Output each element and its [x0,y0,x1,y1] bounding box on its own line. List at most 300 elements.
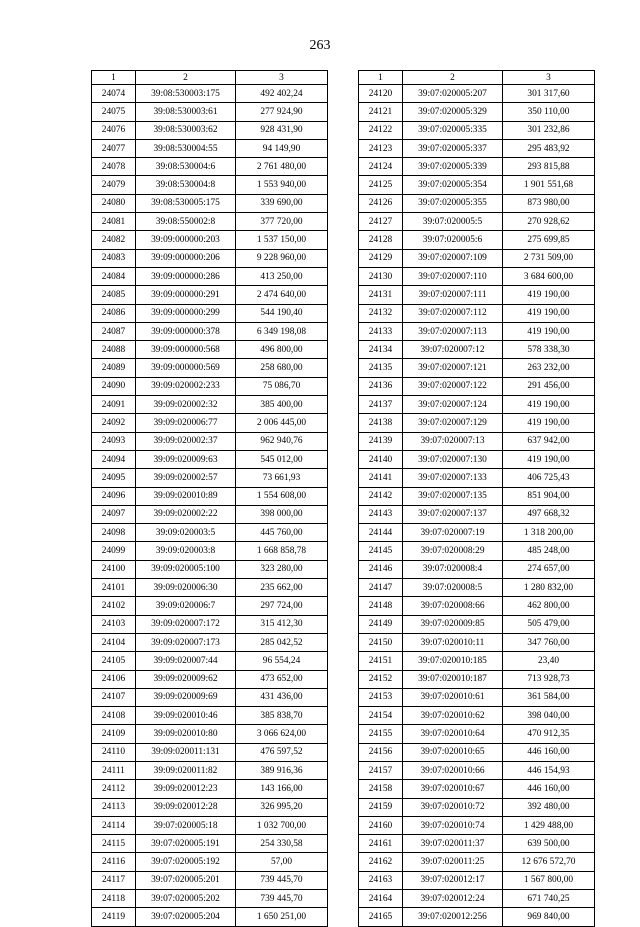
table-row [359,213,595,231]
table-row [92,761,328,779]
cadastral-number-cell: 39:07:020012:24 [403,890,503,908]
value-cell: 476 597,52 [236,743,328,761]
table-row [92,505,328,523]
table-row [92,798,328,816]
table-row [359,286,595,304]
value-cell: 713 928,73 [503,670,595,688]
table-row [92,267,328,285]
cadastral-number-cell: 39:07:020005:207 [403,85,503,103]
value-cell: 392 480,00 [503,798,595,816]
table-row [92,652,328,670]
cadastral-number-cell: 39:09:020012:23 [136,780,236,798]
cadastral-number-cell: 39:09:020006:77 [136,414,236,432]
row-number-cell: 24076 [92,121,136,139]
value-cell: 419 190,00 [503,450,595,468]
cadastral-number-cell: 39:09:020009:69 [136,688,236,706]
row-number-cell: 24092 [92,414,136,432]
column-header-3: 3 [236,71,328,85]
table-row [359,816,595,834]
value-cell: 258 680,00 [236,359,328,377]
table-row [92,139,328,157]
table-row [92,725,328,743]
value-cell: 57,00 [236,853,328,871]
row-number-cell: 24084 [92,267,136,285]
table-row [359,487,595,505]
cadastral-number-cell: 39:07:020007:124 [403,396,503,414]
cadastral-number-cell: 39:07:020007:137 [403,505,503,523]
value-cell: 270 928,62 [503,213,595,231]
table-row [92,743,328,761]
cadastral-number-cell: 39:07:020005:337 [403,139,503,157]
value-cell: 3 684 600,00 [503,267,595,285]
cadastral-number-cell: 39:07:020005:204 [136,908,236,926]
value-cell: 6 349 198,08 [236,322,328,340]
table-row [92,908,328,926]
cadastral-number-cell: 39:07:020005:201 [136,871,236,889]
cadastral-number-cell: 39:07:020010:61 [403,688,503,706]
cadastral-number-cell: 39:08:530003:62 [136,121,236,139]
table-row [359,377,595,395]
cadastral-number-cell: 39:09:020002:32 [136,396,236,414]
row-number-cell: 24157 [359,761,403,779]
cadastral-number-cell: 39:07:020007:122 [403,377,503,395]
row-number-cell: 24085 [92,286,136,304]
value-cell: 578 338,30 [503,341,595,359]
row-number-cell: 24104 [92,633,136,651]
cadastral-number-cell: 39:09:020002:37 [136,432,236,450]
row-number-cell: 24137 [359,396,403,414]
row-number-cell: 24154 [359,707,403,725]
cadastral-number-cell: 39:08:530003:61 [136,103,236,121]
cadastral-number-cell: 39:09:020002:22 [136,505,236,523]
value-cell: 2 006 445,00 [236,414,328,432]
cadastral-number-cell: 39:09:000000:286 [136,267,236,285]
table-row [92,121,328,139]
value-cell: 1 650 251,00 [236,908,328,926]
value-cell: 73 661,93 [236,469,328,487]
table-row [92,579,328,597]
value-cell: 12 676 572,70 [503,853,595,871]
column-header-2: 2 [403,71,503,85]
table-row [92,524,328,542]
row-number-cell: 24135 [359,359,403,377]
cadastral-number-cell: 39:09:020010:46 [136,707,236,725]
cadastral-number-cell: 39:07:020012:17 [403,871,503,889]
table-row [92,414,328,432]
table-row [359,414,595,432]
row-number-cell: 24099 [92,542,136,560]
row-number-cell: 24152 [359,670,403,688]
table-row [92,707,328,725]
cadastral-number-cell: 39:09:000000:203 [136,231,236,249]
row-number-cell: 24093 [92,432,136,450]
row-number-cell: 24108 [92,707,136,725]
table-row [359,231,595,249]
row-number-cell: 24132 [359,304,403,322]
table-row [359,194,595,212]
table-row [359,579,595,597]
cadastral-number-cell: 39:07:020007:129 [403,414,503,432]
value-cell: 1 318 200,00 [503,524,595,542]
cadastral-number-cell: 39:09:000000:291 [136,286,236,304]
value-cell: 445 760,00 [236,524,328,542]
row-number-cell: 24105 [92,652,136,670]
cadastral-number-cell: 39:07:020008:29 [403,542,503,560]
cadastral-number-cell: 39:07:020010:185 [403,652,503,670]
value-cell: 291 456,00 [503,377,595,395]
table-row [359,670,595,688]
value-cell: 873 980,00 [503,194,595,212]
cadastral-number-cell: 39:08:530004:55 [136,139,236,157]
row-number-cell: 24163 [359,871,403,889]
row-number-cell: 24123 [359,139,403,157]
table-row [359,725,595,743]
value-cell: 485 248,00 [503,542,595,560]
row-number-cell: 24113 [92,798,136,816]
table-row [92,377,328,395]
table-row [92,304,328,322]
value-cell: 505 479,00 [503,615,595,633]
table-row [359,176,595,194]
table-row [92,103,328,121]
value-cell: 1 280 832,00 [503,579,595,597]
row-number-cell: 24156 [359,743,403,761]
cadastral-table-right [358,70,595,927]
cadastral-number-cell: 39:09:000000:569 [136,359,236,377]
value-cell: 545 012,00 [236,450,328,468]
row-number-cell: 24077 [92,139,136,157]
row-number-cell: 24124 [359,158,403,176]
value-cell: 419 190,00 [503,304,595,322]
table-row [92,249,328,267]
row-number-cell: 24120 [359,85,403,103]
value-cell: 301 232,86 [503,121,595,139]
table-row [92,597,328,615]
row-number-cell: 24106 [92,670,136,688]
row-number-cell: 24100 [92,560,136,578]
row-number-cell: 24114 [92,816,136,834]
value-cell: 739 445,70 [236,890,328,908]
cadastral-number-cell: 39:07:020012:256 [403,908,503,926]
cadastral-number-cell: 39:07:020008:66 [403,597,503,615]
table-row [359,267,595,285]
table-row [359,524,595,542]
row-number-cell: 24134 [359,341,403,359]
table-row [92,633,328,651]
row-number-cell: 24086 [92,304,136,322]
cadastral-number-cell: 39:09:020011:131 [136,743,236,761]
value-cell: 398 000,00 [236,505,328,523]
cadastral-number-cell: 39:07:020007:113 [403,322,503,340]
row-number-cell: 24129 [359,249,403,267]
row-number-cell: 24079 [92,176,136,194]
table-row [359,304,595,322]
cadastral-number-cell: 39:07:020010:66 [403,761,503,779]
value-cell: 295 483,92 [503,139,595,157]
cadastral-number-cell: 39:07:020009:85 [403,615,503,633]
cadastral-number-cell: 39:07:020005:5 [403,213,503,231]
cadastral-number-cell: 39:08:530005:175 [136,194,236,212]
value-cell: 3 066 624,00 [236,725,328,743]
table-row [359,103,595,121]
table-row [92,542,328,560]
row-number-cell: 24125 [359,176,403,194]
value-cell: 1 901 551,68 [503,176,595,194]
row-number-cell: 24115 [92,835,136,853]
row-number-cell: 24090 [92,377,136,395]
table-row [359,450,595,468]
row-number-cell: 24145 [359,542,403,560]
cadastral-number-cell: 39:09:000000:206 [136,249,236,267]
value-cell: 739 445,70 [236,871,328,889]
value-cell: 851 904,00 [503,487,595,505]
table-row [359,560,595,578]
row-number-cell: 24117 [92,871,136,889]
value-cell: 398 040,00 [503,707,595,725]
value-cell: 446 154,93 [503,761,595,779]
value-cell: 497 668,32 [503,505,595,523]
cadastral-number-cell: 39:07:020007:13 [403,432,503,450]
cadastral-number-cell: 39:07:020005:335 [403,121,503,139]
cadastral-number-cell: 39:09:020003:5 [136,524,236,542]
row-number-cell: 24087 [92,322,136,340]
table-row [359,432,595,450]
value-cell: 639 500,00 [503,835,595,853]
table-row [359,597,595,615]
table-row [359,139,595,157]
table-row [92,835,328,853]
value-cell: 385 838,70 [236,707,328,725]
cadastral-number-cell: 39:09:020007:172 [136,615,236,633]
value-cell: 23,40 [503,652,595,670]
table-row [359,542,595,560]
value-cell: 274 657,00 [503,560,595,578]
table-header-row [359,71,595,85]
table-row [359,707,595,725]
row-number-cell: 24101 [92,579,136,597]
cadastral-number-cell: 39:07:020008:5 [403,579,503,597]
value-cell: 962 940,76 [236,432,328,450]
cadastral-number-cell: 39:09:000000:378 [136,322,236,340]
row-number-cell: 24136 [359,377,403,395]
value-cell: 446 160,00 [503,743,595,761]
value-cell: 419 190,00 [503,414,595,432]
cadastral-number-cell: 39:08:530004:8 [136,176,236,194]
row-number-cell: 24151 [359,652,403,670]
row-number-cell: 24148 [359,597,403,615]
table-row [92,469,328,487]
row-number-cell: 24080 [92,194,136,212]
table-row [92,560,328,578]
table-row [359,615,595,633]
cadastral-number-cell: 39:07:020007:19 [403,524,503,542]
value-cell: 235 662,00 [236,579,328,597]
value-cell: 928 431,90 [236,121,328,139]
value-cell: 301 317,60 [503,85,595,103]
cadastral-number-cell: 39:07:020007:130 [403,450,503,468]
value-cell: 1 032 700,00 [236,816,328,834]
row-number-cell: 24142 [359,487,403,505]
table-row [92,688,328,706]
row-number-cell: 24164 [359,890,403,908]
value-cell: 1 668 858,78 [236,542,328,560]
value-cell: 1 537 150,00 [236,231,328,249]
row-number-cell: 24081 [92,213,136,231]
cadastral-number-cell: 39:07:020005:355 [403,194,503,212]
row-number-cell: 24133 [359,322,403,340]
cadastral-number-cell: 39:07:020005:329 [403,103,503,121]
cadastral-number-cell: 39:09:020003:8 [136,542,236,560]
value-cell: 2 761 480,00 [236,158,328,176]
row-number-cell: 24138 [359,414,403,432]
value-cell: 406 725,43 [503,469,595,487]
row-number-cell: 24082 [92,231,136,249]
value-cell: 1 567 800,00 [503,871,595,889]
row-number-cell: 24074 [92,85,136,103]
row-number-cell: 24143 [359,505,403,523]
value-cell: 293 815,88 [503,158,595,176]
row-number-cell: 24127 [359,213,403,231]
row-number-cell: 24121 [359,103,403,121]
value-cell: 473 652,00 [236,670,328,688]
table-row [92,615,328,633]
row-number-cell: 24140 [359,450,403,468]
value-cell: 389 916,36 [236,761,328,779]
row-number-cell: 24131 [359,286,403,304]
row-number-cell: 24147 [359,579,403,597]
table-row [92,176,328,194]
cadastral-number-cell: 39:07:020010:65 [403,743,503,761]
cadastral-number-cell: 39:09:020007:44 [136,652,236,670]
cadastral-number-cell: 39:07:020005:6 [403,231,503,249]
cadastral-number-cell: 39:07:020007:111 [403,286,503,304]
column-header-1: 1 [359,71,403,85]
row-number-cell: 24097 [92,505,136,523]
row-number-cell: 24091 [92,396,136,414]
value-cell: 263 232,00 [503,359,595,377]
row-number-cell: 24130 [359,267,403,285]
table-row [92,286,328,304]
value-cell: 323 280,00 [236,560,328,578]
table-row [92,487,328,505]
cadastral-number-cell: 39:09:020006:30 [136,579,236,597]
value-cell: 492 402,24 [236,85,328,103]
value-cell: 969 840,00 [503,908,595,926]
row-number-cell: 24161 [359,835,403,853]
cadastral-number-cell: 39:09:020007:173 [136,633,236,651]
cadastral-number-cell: 39:07:020008:4 [403,560,503,578]
value-cell: 470 912,35 [503,725,595,743]
table-row [359,871,595,889]
table-row [359,341,595,359]
table-row [359,908,595,926]
cadastral-number-cell: 39:07:020010:187 [403,670,503,688]
value-cell: 347 760,00 [503,633,595,651]
table-row [92,816,328,834]
table-row [359,121,595,139]
cadastral-number-cell: 39:07:020005:18 [136,816,236,834]
row-number-cell: 24075 [92,103,136,121]
value-cell: 297 724,00 [236,597,328,615]
row-number-cell: 24155 [359,725,403,743]
table-row [92,194,328,212]
row-number-cell: 24153 [359,688,403,706]
cadastral-number-cell: 39:07:020005:191 [136,835,236,853]
cadastral-number-cell: 39:07:020010:11 [403,633,503,651]
cadastral-number-cell: 39:07:020010:67 [403,780,503,798]
cadastral-table-left [91,70,328,927]
table-row [359,158,595,176]
table-row [359,853,595,871]
cadastral-number-cell: 39:09:020002:233 [136,377,236,395]
table-row [359,652,595,670]
value-cell: 1 554 608,00 [236,487,328,505]
table-row [359,890,595,908]
cadastral-number-cell: 39:07:020010:72 [403,798,503,816]
value-cell: 671 740,25 [503,890,595,908]
value-cell: 326 995,20 [236,798,328,816]
cadastral-number-cell: 39:09:020010:80 [136,725,236,743]
value-cell: 496 800,00 [236,341,328,359]
cadastral-number-cell: 39:09:020009:63 [136,450,236,468]
value-cell: 315 412,30 [236,615,328,633]
row-number-cell: 24096 [92,487,136,505]
table-header-row [92,71,328,85]
value-cell: 339 690,00 [236,194,328,212]
value-cell: 361 584,00 [503,688,595,706]
table-row [92,871,328,889]
row-number-cell: 24102 [92,597,136,615]
column-header-3: 3 [503,71,595,85]
row-number-cell: 24150 [359,633,403,651]
value-cell: 385 400,00 [236,396,328,414]
value-cell: 2 731 509,00 [503,249,595,267]
cadastral-number-cell: 39:07:020010:64 [403,725,503,743]
cadastral-number-cell: 39:07:020007:112 [403,304,503,322]
row-number-cell: 24149 [359,615,403,633]
value-cell: 1 553 940,00 [236,176,328,194]
cadastral-number-cell: 39:09:020009:62 [136,670,236,688]
value-cell: 275 699,85 [503,231,595,249]
cadastral-number-cell: 39:09:020006:7 [136,597,236,615]
cadastral-number-cell: 39:07:020005:192 [136,853,236,871]
cadastral-number-cell: 39:09:020002:57 [136,469,236,487]
row-number-cell: 24116 [92,853,136,871]
table-row [359,249,595,267]
row-number-cell: 24078 [92,158,136,176]
cadastral-number-cell: 39:07:020007:109 [403,249,503,267]
table-row [359,835,595,853]
value-cell: 446 160,00 [503,780,595,798]
page-number: 263 [309,38,331,53]
cadastral-number-cell: 39:09:020011:82 [136,761,236,779]
cadastral-number-cell: 39:08:530003:175 [136,85,236,103]
value-cell: 143 166,00 [236,780,328,798]
value-cell: 419 190,00 [503,396,595,414]
cadastral-number-cell: 39:07:020005:339 [403,158,503,176]
cadastral-number-cell: 39:07:020011:25 [403,853,503,871]
value-cell: 413 250,00 [236,267,328,285]
row-number-cell: 24126 [359,194,403,212]
row-number-cell: 24165 [359,908,403,926]
row-number-cell: 24110 [92,743,136,761]
table-row [92,432,328,450]
cadastral-number-cell: 39:07:020010:62 [403,707,503,725]
cadastral-number-cell: 39:07:020005:354 [403,176,503,194]
cadastral-number-cell: 39:09:000000:299 [136,304,236,322]
table-row [359,396,595,414]
cadastral-number-cell: 39:08:530004:6 [136,158,236,176]
